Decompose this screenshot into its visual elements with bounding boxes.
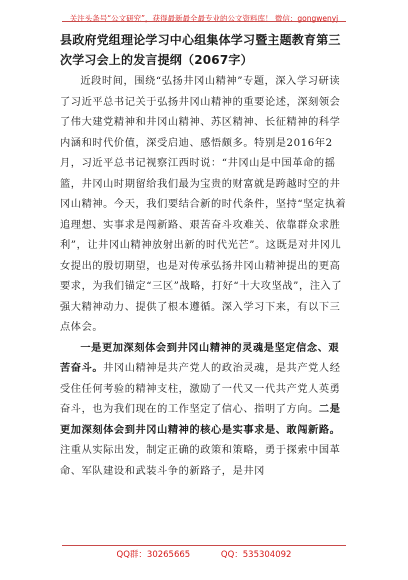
document-body xyxy=(60,30,350,482)
footer-divider xyxy=(62,545,346,546)
footer-qq-group: QQ群：30265665 xyxy=(116,550,191,560)
header-promo-text: 关注头条号“公文研究”，获得最新最全最专业的公文资料库！ 微信：gongwenyj xyxy=(69,14,339,23)
header-promo-bar xyxy=(0,6,408,27)
point-2-heading: 二是更加深刻体会到井冈山精神的核心是实事求是、敢闯新路。 xyxy=(60,404,341,436)
document-title: 县政府党组理论学习中心组集体学习暨主题教育第三次学习会上的发言提纲（2067字） xyxy=(60,33,341,67)
footer-contact xyxy=(0,548,408,560)
point-1-heading: 一是更加深刻体会到井冈山精神的灵魂是坚定信念、艰苦奋斗。 xyxy=(60,342,340,374)
point-2-body: 注重从实际出发，制定正确的政策和策略，勇于探索中国革命、军队建设和武装斗争的新路子，是井冈 xyxy=(60,445,341,477)
header-divider xyxy=(62,21,346,22)
footer-qq: QQ：535304092 xyxy=(220,550,292,560)
point-1-body: 井冈山精神是共产党人的政治灵魂，是共产党人经受住任何考验的精神支柱，激励了一代又一代共产党人英勇奋斗，也为我们现在的工作坚定了信心、指明了方向。 xyxy=(60,363,341,415)
point-1-paragraph xyxy=(60,339,350,483)
intro-paragraph: 近段时间，围绕“弘扬井冈山精神”专题，深入学习研读了习近平总书记关于弘扬井冈山精神的重要论述，深刻领会了伟大建党精神和井冈山精神、苏区精神、长征精神的科学内涵和时代价值，深受启迪、感悟颇多。特别是2016年2月，习近平总书记视察江西时说：“井冈山是中国革命的摇篮，井冈山时期留给我们最为宝贵的财富就是跨越时空的井冈山精神。今天，我们要结合新的时代条件，坚持“坚定执着追理想、实事求是闯新路、艰苦奋斗攻难关、依靠群众求胜利”，让井冈山精神放射出新的时代光芒”。这既是对井冈儿女提出的殷切期望，也是对传承弘扬井冈山精神提出的更高要求，为我们锚定“三区”战略，打好“十大攻坚战”，注入了强大精神动力、提供了根本遵循。深入学习下来，有以下三点体会。 xyxy=(60,76,347,333)
